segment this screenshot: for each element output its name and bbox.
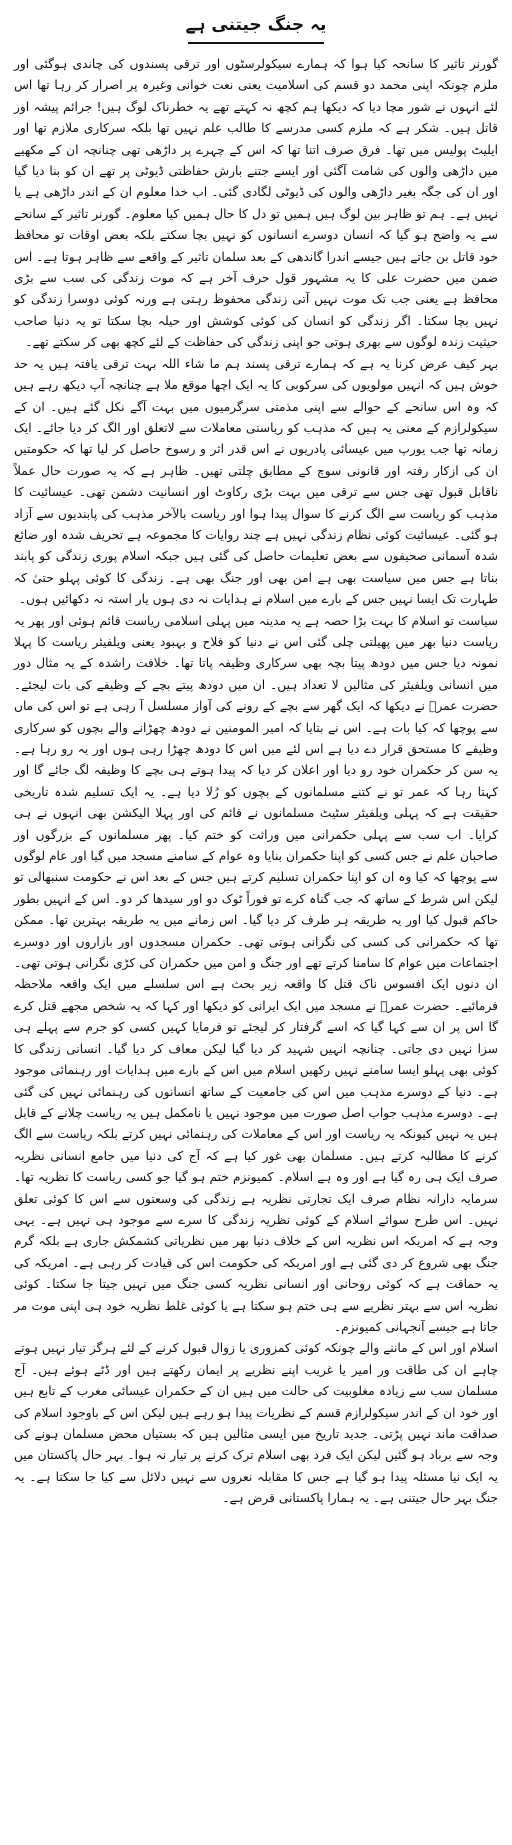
headline-underline bbox=[188, 42, 324, 44]
article-body bbox=[14, 54, 498, 1510]
article-paragraph: گورنر تاثیر کا سانحہ کیا ہوا کہ ہمارے سیکولرسٹوں اور ترقی پسندوں کی چاندی ہوگئی اور ملزم چونکہ اپنی محمد دو قسم کی اسلامیت یعنی نعت خوانی وغیرہ پر اصرار کر رہا تھا اس لئے انہوں نے شور مچا دیا کہ دیکھا ہم کچھ نہ کہتے تھے یہ خطرناک لوگ ہیں! جرائم پیشہ اور قاتل ہیں۔ شکر ہے کہ ملزم کسی مدرسے کا طالب علم نہیں تھا بلکہ سرکاری ملازم تھا اور ایلیٹ پولیس میں تھا۔ فرق صرف اتنا تھا کہ اس کے چہرے پر داڑھی تھی چنانچہ ان کے مکھیے میں داڑھی والوں کی شامت آگئی اور ایسے جتنے بارش حفاظتی ڈیوٹی پر تھے ان کو بنا دیا گیا اور ان کی جگہ بغیر داڑھی والوں کی ڈیوٹی لگادی گئی۔ اب خدا معلوم ان کے اندر داڑھی ہے یا نہیں ہے۔ ہم تو ظاہر بین لوگ ہیں ہمیں تو دل کا حال ہمیں کیا معلوم۔ گورنر تاثیر کے سانحے سے یہ واضح ہو گیا کہ انسان دوسرے انسانوں کو نہیں بچا سکتے بلکہ بعض اوقات تو محافظ خود قاتل بن جاتے ہیں جیسے اندرا گاندھی کے بعد سلمان تاثیر کے واقعے سے ظاہر ہوتا ہے۔ اس ضمن میں حضرت علی کا یہ مشہور قول حرف آخر ہے کہ موت زندگی کی سب سے بڑی محافظ ہے یعنی جب تک موت نہیں آتی زندگی محفوظ رہتی ہے ورنہ کوئی دوسرا زندگی کو نہیں بچا سکتا۔ اگر زندگی کو انسان کی کوئی کوشش اور حیلہ بچا سکتا تو یہ دنیا صاحب حیثیت زندہ لوگوں سے بھری ہوتی جو اپنی زندگی کی حفاظت کے لئے کچھ بھی کر سکتے تھے۔ bbox=[14, 57, 498, 350]
article-paragraph: سیاست تو اسلام کا بہت بڑا حصہ ہے یہ مدینہ میں پہلی اسلامی ریاست قائم ہوئی اور پھر یہ ریاست دنیا بھر میں پھیلتی چلی گئی اس نے دنیا کو فلاح و بہبود یعنی ویلفیئر ریاست کا پہلا نمونہ دیا جس میں دودھ پیتا بچہ بھی سرکاری وظیفہ پاتا تھا۔ خلافت راشدہ کے یہ مثال دور میں انسانی ویلفیئر کی مثالیں لا تعداد ہیں۔ ان میں دودھ پیتے بچے کے وظیفے کی بات لیجئے۔ حضرت عمرؓ نے دیکھا کہ ایک گھر سے بچے کے رونے کی آواز مسلسل آ رہی ہے تو اس کی ماں سے پوچھا کہ کیا بات ہے۔ اس نے بتایا کہ امیر المومنین نے دودھ چھڑانے والے بچوں کو سرکاری وظیفے کا مستحق قرار دے دیا ہے اس لئے میں اس کا دودھ چھڑا رہی ہوں اور یہ رو رہا ہے۔ یہ سن کر حکمران خود رو دیا اور اعلان کر دیا کہ پیدا ہوتے ہی بچے کا وظیفہ لگ جائے گا اور کہتا رہا کہ عمر تو نے کتنے مسلمانوں کے بچوں کو رُلا دیا ہے۔ یہ ایک تسلیم شدہ تاریخی حقیقت ہے کہ پہلی ویلفیئر سٹیٹ مسلمانوں نے قائم کی اور پہلا الیکشن بھی انہوں نے ہی کرایا۔ اب سب سے پہلی حکمرانی میں وراثت کو ختم کیا۔ پھر مسلمانوں کے بزرگوں اور صاحبان علم نے جس کسی کو اپنا حکمران بنایا وہ عوام کے سامنے مسجد میں گیا اور عام لوگوں سے پوچھا کہ کیا وہ ان کو اپنا حکمران تسلیم کرتے ہیں جس کے بعد اس نے حکومت سنبھالی تو لیکن اس شرط کے ساتھ کہ جب گناہ کرے تو فوراً ٹوک دو اور سیدھا کر دو۔ اس کے انہیں بطور حاکم قبول کیا اور یہ طریقہ ہر طرف کر دیا گیا۔ اس زمانے میں یہ طریقہ بہترین تھا۔ ممکن تھا کہ حکمرانی کی کسی کی نگرانی ہوتی تھی۔ حکمران مسجدوں اور بازاروں اور دوسرے اجتماعات میں عوام کا سامنا کرتے تھے اور جنگ و امن میں حکمران کی کڑی نگرانی ہوتی تھی۔ ان دنوں ایک افسوس ناک قتل کا واقعہ زیر بحث ہے اس سلسلے میں ایک واقعہ ملاحظہ فرمائیے۔ حضرت عمرؓ نے مسجد میں ایک ایرانی کو دیکھا اور کہا کہ یہ شخص مجھے قتل کرے گا اس پر ان سے کہا گیا کہ اسے گرفتار کر لیجئے تو فرمایا کہیں کسی کو جرم سے پہلے ہی سزا نہیں دی جاتی۔ چنانچہ انہیں شہید کر دیا گیا لیکن معاف کر دیا گیا۔ انسانی زندگی کا کوئی بھی پہلو ایسا سامنے نہیں رکھیں اسلام میں اس کے بارے میں ہدایات اور رہنمائی موجود ہے۔ دنیا کے دوسرے مذہب میں اس کی جامعیت کے ساتھ انسانوں کی رہنمائی نہیں کی گئی ہے۔ دوسرے مذہب جواب اصل صورت میں موجود نہیں یا نامکمل ہیں یہ ریاست چلانے کے قابل ہیں یہ نہیں کیونکہ یہ ریاست اور اس کے معاملات کی رہنمائی نہیں کرتے بلکہ ریاست سے الگ کرنے کا مطالبہ کرتے ہیں۔ مسلمان بھی غور کیا ہے کہ آج کی دنیا میں جامع انسانی نظریہ صرف ایک ہی رہ گیا ہے اور وہ ہے اسلام۔ کمیونزم ختم ہو گیا جو کسی ریاست کا نظریہ تھا۔ سرمایہ دارانہ نظام صرف ایک تجارتی نظریہ ہے زندگی کی وسعتوں سے اس کا کوئی تعلق نہیں۔ اس طرح سوائے اسلام کے کوئی نظریہ زندگی کا سرے سے موجود ہی نہیں ہے۔ یہی وجہ ہے کہ امریکہ اس نظریہ اس کے خلاف دنیا بھر میں نظریاتی کشمکش جاری ہے بلکہ گرم جنگ بھی شروع کر دی گئی ہے اور امریکہ کی حکومت اس کی قیادت کر رہی ہے۔ امریکہ کی یہ حماقت ہے کہ کوئی روحانی اور انسانی نظریہ کسی جنگ میں نہیں جیتا جا سکتا۔ کوئی نظریہ اس سے بہتر نظریے سے ہی ختم ہو سکتا ہے یا کوئی غلط نظریہ خود ہی اپنی موت مر جاتا ہے جیسے آنجہانی کمیونزم۔ bbox=[14, 613, 498, 1334]
article-paragraph: اسلام اور اس کے ماننے والے چونکہ کوئی کمزوری یا زوال قبول کرنے کے لئے ہرگز تیار نہیں ہوتے چاہے ان کی طاقت ور امیر یا غریب اپنے نظریے پر ایمان رکھتے ہیں اور ڈٹے ہوئے ہیں۔ آج مسلمان سب سے زیادہ مغلوبیت کی حالت میں ہیں ان کے حکمران عیسائی مغرب کے تابع ہیں اور خود ان کے اندر سیکولرازم قسم کے نظریات پیدا ہو رہے ہیں لیکن اس کے باوجود اسلام کی صداقت ماند نہیں پڑتی۔ جدید تاریخ میں ایسی مثالیں ہیں کہ بستیاں محض مسلمان ہونے کی وجہ سے برباد ہو گئیں لیکن ایک فرد بھی اسلام ترک کرنے پر تیار نہ ہوا۔ بہر حال پاکستان میں یہ ایک نیا مسئلہ پیدا ہو گیا ہے جس کا مقابلہ نعروں سے نہیں دلائل سے کیا جا سکتا ہے۔ یہ جنگ بہر حال جیتنی ہے۔ یہ ہمارا پاکستانی قرض ہے۔ bbox=[14, 1341, 498, 1506]
column-headline: یہ جنگ جیتنی ہے bbox=[185, 15, 327, 35]
headline-block bbox=[14, 10, 498, 44]
article-paragraph: بہر کیف عرض کرنا یہ ہے کہ ہمارے ترقی پسند ہم ما شاء اللہ بہت ترقی یافتہ ہیں یہ حد خوش ہیں کہ انہیں مولویوں کی سرکوبی کا یہ ایک اچھا موقع ملا ہے چنانچہ آپ دیکھ رہے ہیں کہ وہ اس سانحے کے حوالے سے اپنی مذمتی سرگرمیوں میں بہت آگے نکل گئے ہیں۔ ان کے سیکولرازم کے معنی یہ ہیں کہ مذہب کو ریاستی معاملات سے لاتعلق اور الگ کر دیا جائے۔ ایک زمانہ تھا جب یورپ میں عیسائی پادریوں نے اس قدر اثر و رسوخ حاصل کر لیا تھا کہ حکومتیں ان کی ازکار رفتہ اور قانونی سوچ کے مطابق چلتی تھیں۔ ظاہر ہے کہ یہ صورت حال عملاً ناقابل قبول تھی جس سے ترقی میں بہت بڑی رکاوٹ اور انسانیت دشمن تھی۔ عیسائیت کا مذہب کو ریاست سے الگ کرنے کا سوال پیدا ہوا اور ریاست بالآخر مذہب کی پابندیوں سے آزاد ہو گئی۔ عیسائیت کوئی نظام زندگی نہیں ہے چند روایات کا مجموعہ ہے تحریف شدہ اور ضائع شدہ آسمانی صحیفوں سے بعض تعلیمات حاصل کی گئی ہیں جبکہ اسلام پوری زندگی کو پابند بناتا ہے جس میں سیاست بھی ہے امن بھی اور جنگ بھی ہے۔ زندگی کا کوئی پہلو حتیٰ کہ طہارت تک ایسا نہیں جس کے بارے میں اسلام نے ہدایات نہ دی ہوں یار استہ نہ دکھائیں ہوں۔ bbox=[14, 356, 498, 607]
